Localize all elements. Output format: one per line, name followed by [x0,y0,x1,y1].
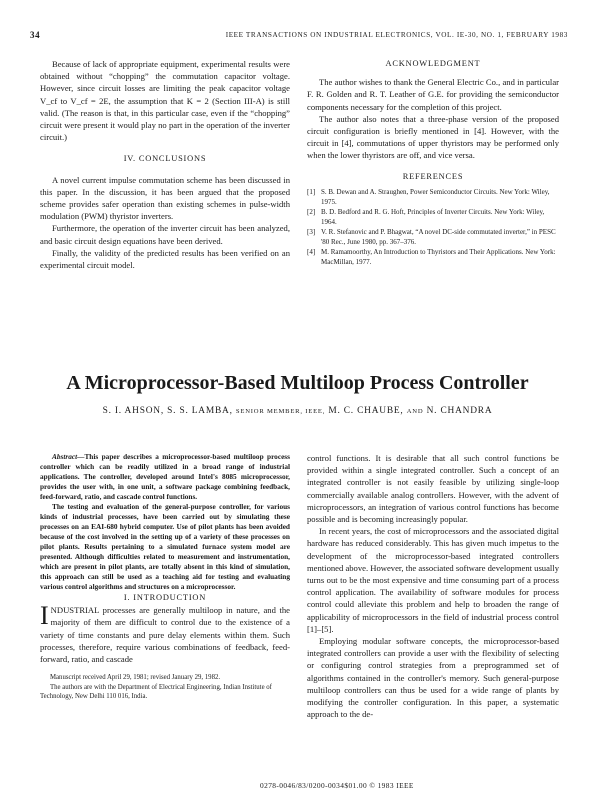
reference-text: S. B. Dewan and A. Straughen, Power Semiconductor Circuits. New York: Wiley, 1975. [321,187,550,206]
body-paragraph: Furthermore, the operation of the inverter circuit has been analyzed, and basic circuit design equations have been derived. [40,223,290,246]
running-header [30,30,568,42]
references-heading: REFERENCES [402,171,464,181]
body-paragraph: Because of lack of appropriate equipment, experimental results were obtained without “chopping” the commutation capacitor voltage. However, since circuit losses are limiting the peak capacitor voltage V_cf to V_cf = 2E, the assumption that K = 2 (Section III-A) is still valid. (The reason is that, in this particular case, even if the “chopping” circuit were present it would play no part in the operation of the inverter circuit.) [40,59,290,143]
reference-list [307,187,559,267]
author-names: S. I. AHSON, S. S. LAMBA, [102,406,233,416]
drop-cap: I [40,601,49,631]
copyright-line: 0278-0046/83/0200-0034$01.00 © 1983 IEEE [260,781,414,790]
abstract-label: Abstract [52,452,78,461]
introduction-heading: I. INTRODUCTION [123,593,207,602]
reference-text: V. R. Stefanovic and P. Bhagwat, “A novel DC-side commutated inverter,” in PESC '80 Rec., June 1980, pp. 367–376. [321,227,556,246]
reference-number: [1] [307,187,316,196]
introduction-paragraph [40,601,290,665]
author-line [0,406,595,416]
body-paragraph: Employing modular software concepts, the microprocessor-based integrated controllers can provide a user with the flexibility of selecting or configuring control strategies from a preprogrammed set of algorithms contained in the controller's memory. Such general-purpose multiloop controllers can thus be used for a wide range of plants by modifying the controller configuration. In this paper, a systematic approach to the de- [307,636,559,720]
journal-title: IEEE TRANSACTIONS ON INDUSTRIAL ELECTRONICS, VOL. IE-30, NO. 1, FEBRUARY 1983 [225,31,568,39]
reference-number: [4] [307,247,316,256]
author-names: M. C. CHAUBE, [328,406,404,416]
introduction-text: NDUSTRIAL processes are generally multiloop in nature, and the majority of them are difficult to control due to the existence of a variety of time constants and pure delay elements within them. Such processes, therefore, require various combinations of feedback, feed-forward, ratio, and cascade [40,605,290,665]
page-number: 34 [30,30,41,40]
reference-number: [3] [307,227,316,236]
body-paragraph: The author wishes to thank the General Electric Co., and in particular F. R. Golden and R. T. Leather of G.E. for providing the semiconductor components necessary for the completion of this project. [307,77,559,112]
conclusions-heading: IV. CONCLUSIONS [123,154,207,164]
paper-left-column [40,452,290,702]
body-paragraph: control functions. It is desirable that all such control functions be provided within a single integrated controller. Such a concept of an integrated controller is not easily feasible by utilizing single-loop commercially available analog controllers. However, with the advent of microprocessors, an integration of various control functions has become possible and is becoming increasingly popular. [307,453,559,525]
body-paragraph: A novel current impulse commutation scheme has been discussed in this paper. In the discussion, it has been argued that the proposed scheme provides safer operation than existing schemes in pulse-width modulation (PWM) thyristor inverters. [40,174,290,222]
abstract-paragraph: The testing and evaluation of the general-purpose controller, for various kinds of industrial processes, have been carried out by simulating these processes on an EAI-680 hybrid computer. Use of pilot plants has been avoided because of the cost involved in the setting up of a variety of these processes on pilot plants. Results pertaining to a simulated furnace system model are presented. Although difficulties related to measurement and instrumentation, which are present in pilot plants, are totally absent in this kind of simulation, this approach can still be used as a teaching aid for testing and evaluating various control algorithms and structures on a microprocessor. [40,502,290,591]
reference-item [307,207,559,227]
reference-item [307,187,559,207]
reference-number: [2] [307,207,316,216]
author-membership: SENIOR MEMBER, IEEE, [235,408,326,415]
abstract-text: —This paper describes a microprocessor-based multiloop process controller which can be readily utilized in a broad range of industrial applications. The controller, developed around Intel's 8085 microprocessor, provides the user with, in one unit, a software package combining feedback, feed-forward, ratio, and cascade control functions. [40,452,290,501]
footnote-line: Manuscript received April 29, 1981; revised January 29, 1982. [50,674,221,682]
abstract-paragraph [40,452,290,502]
body-paragraph: The author also notes that a three-phase version of the proposed circuit configuration is briefly mentioned in [4]. However, with the circuit in [4], commutations of upper thyristors may be performed only when the lower thyristors are off, and vice versa. [307,113,559,161]
paper-right-column [307,452,559,720]
author-conjunction: AND [406,408,424,415]
previous-paper-right-column [307,58,559,267]
footnote [40,673,290,702]
reference-text: B. D. Bedford and R. G. Hoft, Principles of Inverter Circuits. New York: Wiley, 1964. [321,207,545,226]
body-paragraph: In recent years, the cost of microprocessors and the associated digital hardware has reduced considerably. This has given much impetus to the development of the microprocessor-based integrated controllers mentioned above. However, the associated software development usually turns out to be the most expensive and time consuming part of a process control application. The availability of software modules for process control could alleviate this problem and help to broaden the range of applicability of microprocessors in the field of industrial process control [1]–[5]. [307,526,559,634]
author-names: N. CHANDRA [426,406,493,416]
paper-title: A Microprocessor-Based Multiloop Process Controller [66,372,529,394]
reference-item [307,227,559,247]
previous-paper-left-column [40,58,290,271]
body-paragraph: Finally, the validity of the predicted results has been verified on an experimental circuit model. [40,247,290,271]
reference-text: M. Ramamoorthy, An Introduction to Thyristors and Their Applications. New York: MacMillan, 1977. [321,247,556,266]
reference-item [307,247,559,267]
acknowledgment-heading: ACKNOWLEDGMENT [385,59,481,68]
footnote-line: The authors are with the Department of Electrical Engineering, Indian Institute of Technology, New Delhi 110 016, India. [40,683,272,701]
